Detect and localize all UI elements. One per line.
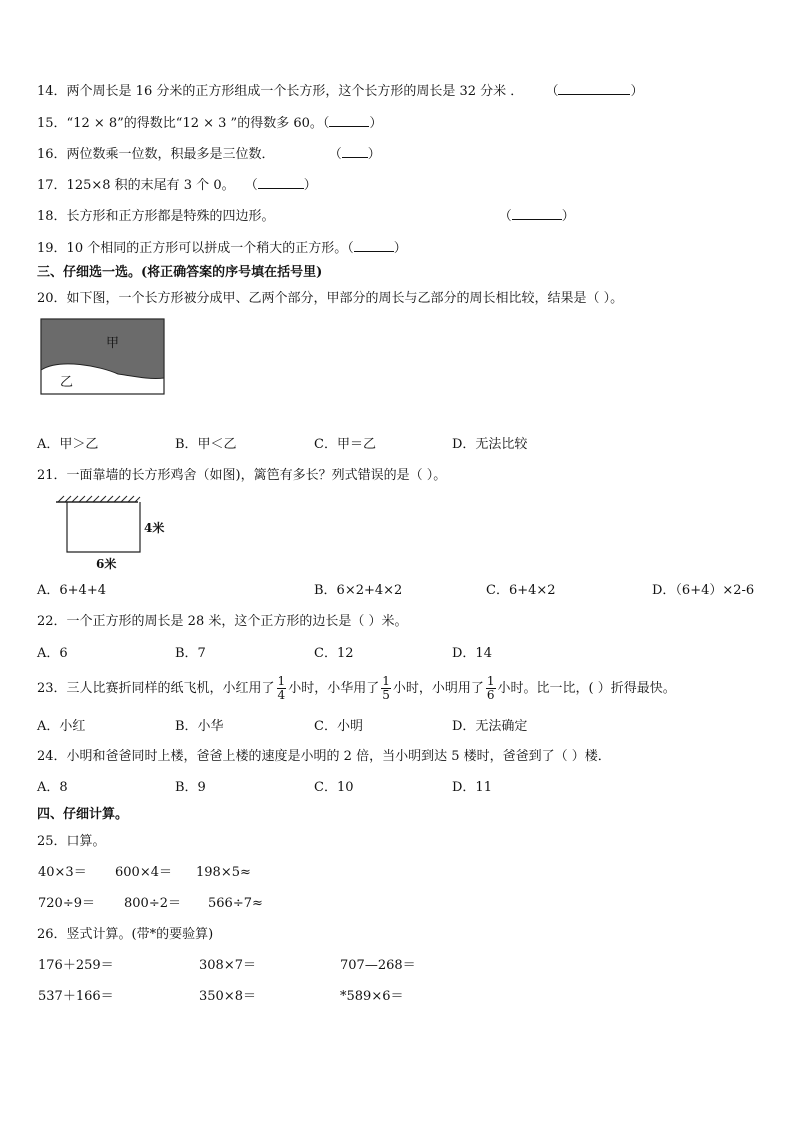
question-25-text: 25．口算。 bbox=[37, 834, 106, 849]
answer-blank-17[interactable] bbox=[258, 176, 304, 189]
q21-figure bbox=[52, 494, 174, 574]
q23-option-b[interactable]: B．小华 bbox=[175, 719, 224, 734]
q21-option-d[interactable]: D．（6+4）×2-6 bbox=[652, 583, 755, 598]
q26-item-5: 350×8＝ bbox=[199, 989, 256, 1004]
q21-wall-hatching bbox=[58, 496, 140, 502]
q22-option-a[interactable]: A．6 bbox=[37, 646, 68, 661]
question-22-text: 22．一个正方形的周长是 28 米，这个正方形的边长是（ ）米。 bbox=[37, 614, 408, 629]
q24-option-a[interactable]: A．8 bbox=[37, 780, 68, 795]
question-23-text: 23．三人比赛折同样的纸飞机，小红用了 $\frac{1}{4}$ 小时，小华用了 $\frac{1}{5}$ 小时，小明用了 $\frac{1}{6}$ 小时。比一比，( ）折得最快。 bbox=[37, 674, 676, 702]
q25-item-5: 800÷2＝ bbox=[124, 896, 181, 911]
question-16-text: 16．两位数乘一位数，积最多是三位数． bbox=[37, 147, 275, 162]
question-17: 17．125×8 积的末尾有 3 个 0。 （ ） bbox=[37, 178, 317, 193]
q21-option-a[interactable]: A．6+4+4 bbox=[37, 583, 106, 598]
q22-option-b[interactable]: B．7 bbox=[175, 646, 206, 661]
answer-blank-16[interactable] bbox=[342, 145, 368, 158]
question-17-text: 17．125×8 积的末尾有 3 个 0。 bbox=[37, 178, 235, 193]
q24-option-c[interactable]: C．10 bbox=[314, 780, 354, 795]
q20-option-a[interactable]: A．甲＞乙 bbox=[37, 437, 99, 452]
answer-blank-19[interactable] bbox=[354, 239, 394, 252]
question-19-text: 19．10 个相同的正方形可以拼成一个稍大的正方形。 bbox=[37, 241, 348, 256]
q23-fraction-3: $\frac{1}{6}$ bbox=[486, 674, 495, 702]
q23-option-a[interactable]: A．小红 bbox=[37, 719, 86, 734]
q21-option-c[interactable]: C．6+4×2 bbox=[486, 583, 556, 598]
question-20-text: 20．如下图，一个长方形被分成甲、乙两个部分，甲部分的周长与乙部分的周长相比较，结果是（ ）。 bbox=[37, 291, 624, 306]
q20-figure bbox=[40, 318, 166, 396]
section-3-title: 三、仔细选一选。(将正确答案的序号填在括号里) bbox=[37, 265, 323, 280]
q21-option-b[interactable]: B．6×2+4×2 bbox=[314, 583, 403, 598]
question-15: 15．“12 × 8”的得数比“12 × 3 ”的得数多 60。（ ） bbox=[37, 116, 383, 131]
q26-item-4: 537＋166＝ bbox=[38, 989, 114, 1004]
question-15-text: 15．“12 × 8”的得数比“12 × 3 ”的得数多 60。 bbox=[37, 116, 323, 131]
q25-item-4: 720÷9＝ bbox=[38, 896, 95, 911]
q23-option-d[interactable]: D．无法确定 bbox=[452, 719, 528, 734]
q23-fraction-1: $\frac{1}{4}$ bbox=[277, 674, 286, 702]
q25-item-3: 198×5≈ bbox=[196, 865, 251, 880]
q24-option-d[interactable]: D．11 bbox=[452, 780, 492, 795]
answer-blank-14[interactable] bbox=[558, 82, 630, 95]
q21-label-width: 6米 bbox=[96, 557, 117, 571]
q21-fence bbox=[67, 502, 140, 552]
q20-option-b[interactable]: B．甲＜乙 bbox=[175, 437, 237, 452]
q26-item-2: 308×7＝ bbox=[199, 958, 256, 973]
q22-option-d[interactable]: D．14 bbox=[452, 646, 492, 661]
q21-label-height: 4米 bbox=[144, 521, 165, 535]
q24-option-b[interactable]: B．9 bbox=[175, 780, 206, 795]
section-4-title: 四、仔细计算。 bbox=[37, 807, 129, 822]
question-14-text: 14．两个周长是 16 分米的正方形组成一个长方形，这个长方形的周长是 32 分米 ． bbox=[37, 84, 524, 99]
q23-fraction-2: $\frac{1}{5}$ bbox=[382, 674, 390, 702]
answer-blank-18[interactable] bbox=[512, 207, 562, 220]
question-21-text: 21．一面靠墙的长方形鸡舍（如图)，篱笆有多长？列式错误的是（ ）。 bbox=[37, 468, 447, 483]
question-14: 14．两个周长是 16 分米的正方形组成一个长方形，这个长方形的周长是 32 分米 ． （ ） bbox=[37, 84, 644, 99]
question-19: 19．10 个相同的正方形可以拼成一个稍大的正方形。（ ） bbox=[37, 241, 407, 256]
q26-item-3: 707—268＝ bbox=[340, 958, 416, 973]
q25-item-2: 600×4＝ bbox=[115, 865, 172, 880]
question-18: 18．长方形和正方形都是特殊的四边形。 （ ） bbox=[37, 209, 575, 224]
question-24-text: 24．小明和爸爸同时上楼，爸爸上楼的速度是小明的 2 倍，当小明到达 5 楼时，爸爸到了（ ）楼． bbox=[37, 749, 611, 764]
q20-label-yi: 乙 bbox=[60, 375, 74, 390]
q23-option-c[interactable]: C．小明 bbox=[314, 719, 363, 734]
answer-blank-15[interactable] bbox=[329, 114, 369, 127]
q26-item-1: 176＋259＝ bbox=[38, 958, 114, 973]
question-16: 16．两位数乘一位数，积最多是三位数． （ ） bbox=[37, 147, 381, 162]
q22-option-c[interactable]: C．12 bbox=[314, 646, 354, 661]
question-26-text: 26．竖式计算。(带*的要验算) bbox=[37, 927, 214, 942]
q20-option-c[interactable]: C．甲＝乙 bbox=[314, 437, 376, 452]
q26-item-6: *589×6＝ bbox=[340, 989, 404, 1004]
q25-item-6: 566÷7≈ bbox=[208, 896, 263, 911]
question-18-text: 18．长方形和正方形都是特殊的四边形。 bbox=[37, 209, 275, 224]
q25-item-1: 40×3＝ bbox=[38, 865, 87, 880]
q20-option-d[interactable]: D．无法比较 bbox=[452, 437, 528, 452]
q20-label-jia: 甲 bbox=[106, 336, 120, 351]
